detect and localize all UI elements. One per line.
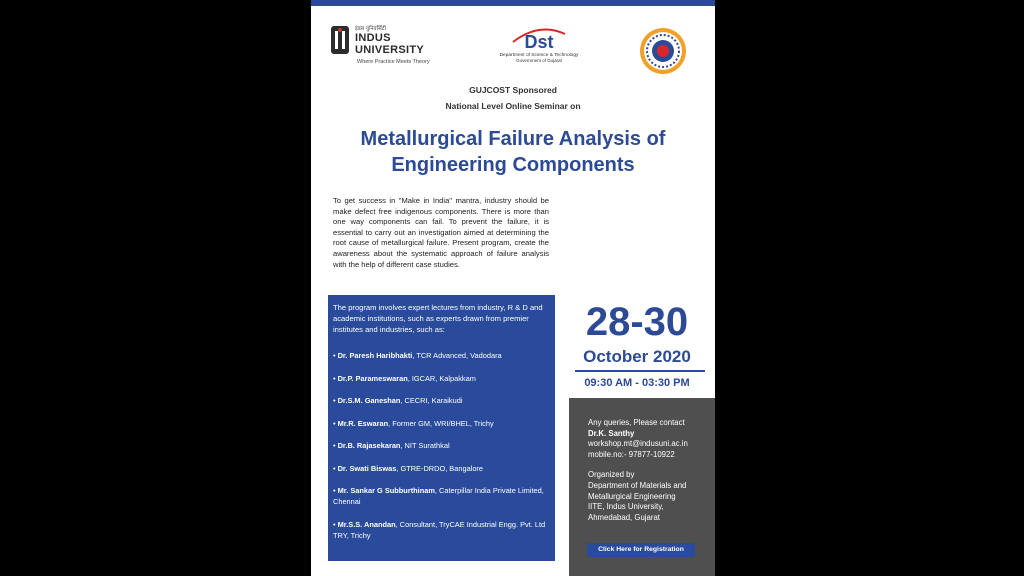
expert-item: • Dr.S.M. Ganeshan, CECRI, Karaikudi <box>333 396 463 405</box>
title-line1: Metallurgical Failure Analysis of <box>360 128 666 150</box>
seminar-title <box>321 126 705 178</box>
expert-name: Mr. Sankar G Subburthinam <box>337 486 435 495</box>
indus-tagline: Where Practice Meets Theory <box>357 59 430 65</box>
expert-item: • Dr.B. Rajasekaran, NIT Surathkal <box>333 441 450 450</box>
contact-box <box>569 398 715 576</box>
contact-mobile: mobile.no:- 97877-10922 <box>588 449 675 459</box>
indus-university-logo <box>331 24 451 70</box>
indus-name-line2: UNIVERSITY <box>355 44 425 56</box>
expert-detail: , NIT Surathkal <box>400 441 450 450</box>
expert-detail: , Caterpillar India Private Limited, Chennai <box>333 486 544 506</box>
dst-line1: Department of Science & Technology <box>499 53 579 58</box>
seminar-line: National Level Online Seminar on <box>445 101 581 111</box>
indus-hindi-name: इंडस युनिवर्सिटी <box>355 26 386 32</box>
dst-wordmark-icon <box>509 24 569 52</box>
contact-email[interactable]: workshop.mt@indusuni.ac.in <box>588 439 688 449</box>
expert-item: • Dr. Paresh Haribhakti, TCR Advanced, Vadodara <box>333 351 502 360</box>
event-time: 09:30 AM - 03:30 PM <box>584 377 690 389</box>
intro-paragraph: To get success in "Make in India" mantra, industry should be make defect free indigenous components. There is more than one way components can fail. To prevent the failure, it is essential to carry out an investigation aimed at determining the root cause of metallurgical failure. Present program, create the awareness about the systematic approach of failure analysis with the help of different case studies. <box>333 196 549 269</box>
organizer-line3: IITE, Indus University, <box>588 502 664 512</box>
expert-item: • Dr. Swati Biswas, GTRE-DRDO, Bangalore <box>333 463 484 473</box>
registration-button[interactable]: Click Here for Registration <box>587 543 695 557</box>
expert-detail: , Consultant, TryCAE Industrial Engg. Pvt. Ltd TRY, Trichy <box>333 519 546 540</box>
expert-detail: , TCR Advanced, Vadodara <box>412 351 502 360</box>
expert-name: Mr.R. Eswaran <box>337 418 389 428</box>
contact-text <box>588 418 713 523</box>
contact-queries: Any queries, Please contact <box>588 418 685 427</box>
poster-top-bar <box>311 0 715 6</box>
expert-item: • Mr.S.S. Anandan, Consultant, TryCAE Industrial Engg. Pvt. Ltd TRY, Trichy <box>333 519 546 540</box>
expert-name: Mr.S.S. Anandan <box>337 519 396 529</box>
event-month: October 2020 <box>583 347 691 366</box>
expert-name: Dr. Swati Biswas <box>337 463 397 473</box>
gujcost-seal-icon <box>639 27 687 75</box>
dst-wordmark: Dst <box>524 32 554 52</box>
expert-item: • Mr.R. Eswaran, Former GM, WRI/BHEL, Trichy <box>333 418 494 428</box>
indus-name-line1: INDUS <box>355 32 391 44</box>
organizer-line2: Metallurgical Engineering <box>588 491 676 501</box>
expert-name: Dr. Paresh Haribhakti <box>337 351 413 360</box>
time-divider <box>575 370 705 372</box>
expert-item: • Mr. Sankar G Subburthinam, Caterpillar India Private Limited, Chennai <box>333 486 544 506</box>
expert-item: • Dr.P. Parameswaran, IGCAR, Kalpakkam <box>333 373 476 383</box>
program-box <box>328 295 555 561</box>
expert-list <box>333 350 551 552</box>
event-dates: 28-30 <box>585 300 689 344</box>
dst-line2: Government of Gujarat <box>516 58 562 63</box>
expert-name: Dr.P. Parameswaran <box>337 373 408 383</box>
expert-detail: , IGCAR, Kalpakkam <box>407 373 476 383</box>
expert-name: Dr.S.M. Ganeshan <box>337 396 401 405</box>
organized-by-label: Organized by <box>588 470 635 480</box>
contact-person: Dr.K. Santhy <box>588 428 635 438</box>
indus-emblem-icon <box>331 26 349 54</box>
program-lead: The program involves expert lectures from industry, R & D and academic institutions, such as experts drawn from premier institutes and industries, such as: <box>333 303 543 334</box>
organizer-line1: Department of Materials and <box>588 480 687 490</box>
expert-detail: , CECRI, Karaikudi <box>400 396 463 405</box>
title-line2: Engineering Components <box>391 154 635 176</box>
seminar-poster <box>311 0 715 576</box>
expert-name: Dr.B. Rajasekaran <box>337 441 401 450</box>
sponsor-line: GUJCOST Sponsored <box>469 85 557 95</box>
dst-logo <box>489 24 589 74</box>
expert-detail: , GTRE-DRDO, Bangalore <box>396 463 484 473</box>
expert-detail: , Former GM, WRI/BHEL, Trichy <box>388 418 494 428</box>
organizer-line4: Ahmedabad, Gujarat <box>588 512 660 522</box>
